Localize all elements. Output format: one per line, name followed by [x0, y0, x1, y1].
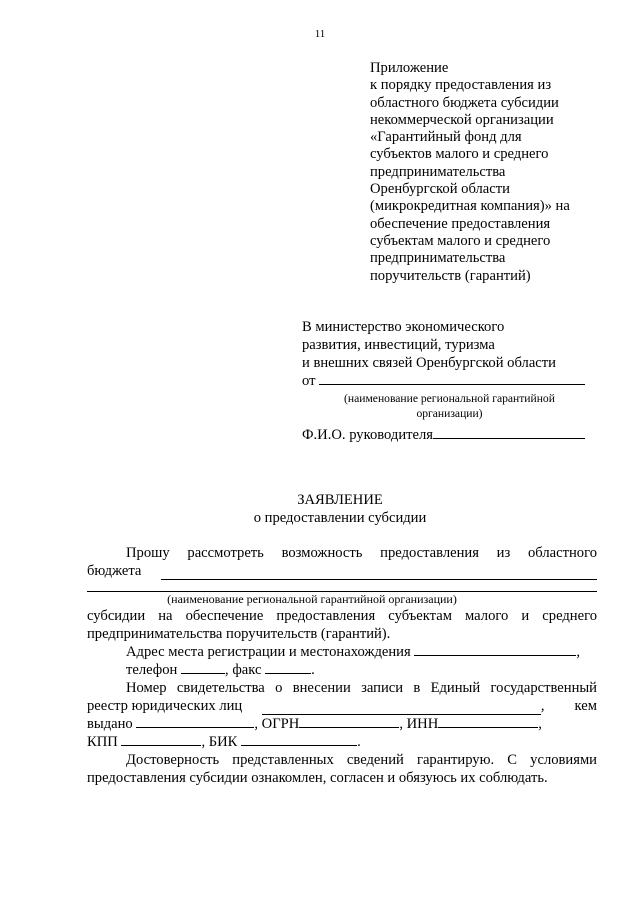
inn-label: , ИНН: [399, 716, 439, 732]
addressee-line: развития, инвестиций, туризма: [302, 337, 495, 353]
addressee-block: [302, 318, 597, 444]
appendix-line: субъектам малого и среднего: [370, 232, 551, 249]
head-label: Ф.И.О. руководителя: [302, 427, 434, 443]
appendix-line: предпринимательства: [370, 250, 506, 267]
from-hint-line: организации): [416, 407, 483, 420]
appendix-line: поручительств (гарантий): [370, 267, 531, 284]
addressee-line: и внешних связей Оренбургской области: [302, 355, 556, 371]
from-field[interactable]: [319, 372, 585, 385]
appendix-line: к порядку предоставления из: [370, 77, 552, 94]
appendix-line: субъектов малого и среднего: [370, 146, 549, 163]
appendix-line: «Гарантийный фонд для: [370, 129, 522, 146]
issued-field[interactable]: [136, 715, 254, 728]
page-number: 11: [314, 28, 326, 40]
fax-label: , факс: [225, 662, 262, 678]
body-line: Прошу рассмотреть возможность предоставления из областного: [126, 545, 597, 561]
head-field[interactable]: [433, 426, 585, 439]
ogrn-field[interactable]: [299, 715, 399, 728]
address-line: [87, 643, 597, 661]
body-line: Достоверность представленных сведений гарантирую. С условиями: [126, 752, 597, 768]
registry-label: реестр юридических лиц: [87, 698, 243, 714]
phone-line: [87, 661, 597, 679]
phone-label: телефон: [126, 662, 178, 678]
inn-field[interactable]: [438, 715, 538, 728]
registry-line: [87, 697, 597, 715]
address-end: ,: [576, 644, 581, 660]
body-line: субсидии на обеспечение предоставления субъектам малого и среднего: [87, 608, 597, 624]
org-name-field[interactable]: [87, 578, 597, 592]
address-field[interactable]: [414, 643, 576, 656]
inn-end: ,: [538, 716, 542, 732]
kpp-label: КПП: [87, 734, 118, 750]
fax-field[interactable]: [265, 661, 311, 674]
appendix-line: областного бюджета субсидии: [370, 94, 559, 111]
issued-label: выдано: [87, 716, 133, 732]
document-subtitle: о предоставлении субсидии: [253, 510, 427, 526]
kpp-line: [87, 733, 597, 751]
appendix-line: (микрокредитная компания)» на: [370, 198, 570, 215]
registry-kem: кем: [574, 698, 597, 714]
kpp-field[interactable]: [121, 733, 201, 746]
appendix-line: некоммерческой организации: [370, 111, 554, 128]
bik-label: , БИК: [201, 734, 238, 750]
from-hint: [302, 391, 597, 421]
body-line: Номер свидетельства о внесении записи в Единый государственный: [126, 680, 597, 696]
from-hint-line: (наименование региональной гарантийной: [344, 392, 555, 405]
application-body: [87, 544, 597, 787]
bik-end: .: [357, 734, 361, 750]
appendix-line: предпринимательства: [370, 163, 506, 180]
phone-field[interactable]: [181, 661, 225, 674]
appendix-line: Оренбургской области: [370, 181, 510, 198]
address-label: Адрес места регистрации и местонахождения: [126, 644, 411, 660]
body-line: предоставления субсидии ознакомлен, согласен и обязуюсь их соблюдать.: [87, 770, 548, 786]
document-title: ЗАЯВЛЕНИЕ: [297, 492, 383, 508]
from-line: [302, 372, 597, 390]
registry-field[interactable]: [262, 701, 541, 715]
addressee-line: В министерство экономического: [302, 319, 505, 335]
from-label: от: [302, 373, 316, 389]
appendix-line: Приложение: [370, 60, 449, 76]
budget-label: бюджета: [87, 563, 142, 579]
body-line: предпринимательства поручительств (гарантий).: [87, 626, 391, 642]
fax-end: .: [311, 662, 315, 678]
org-name-line: [87, 580, 597, 592]
appendix-block: [370, 60, 570, 285]
bik-field[interactable]: [241, 733, 357, 746]
head-line: [302, 426, 597, 444]
ogrn-label: , ОГРН: [254, 716, 300, 732]
appendix-line: обеспечение предоставления: [370, 215, 551, 232]
org-name-hint: (наименование региональной гарантийной организации): [167, 592, 457, 606]
issued-line: [87, 715, 597, 733]
registry-comma: ,: [540, 698, 545, 714]
